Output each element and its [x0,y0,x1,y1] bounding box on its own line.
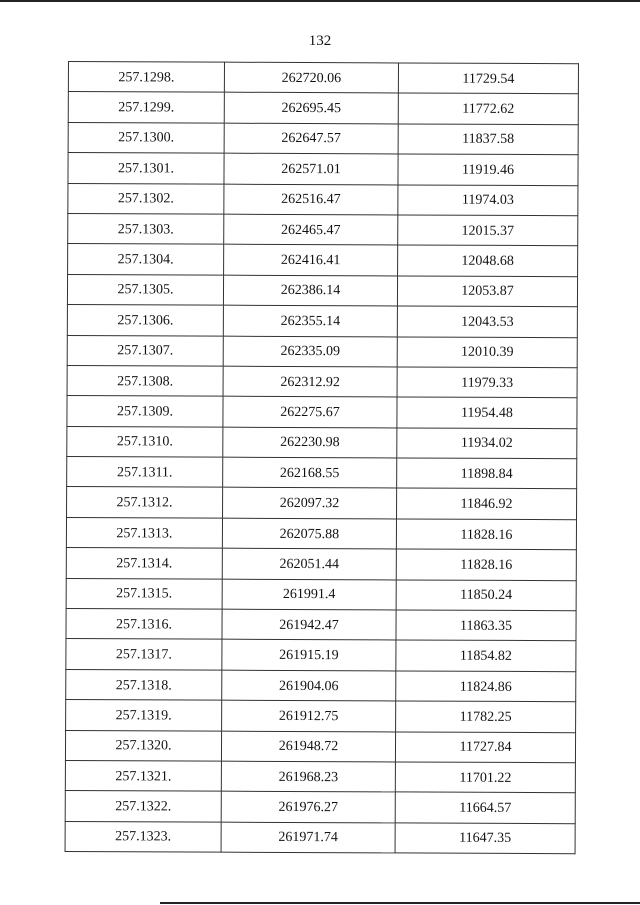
cell-value: 257.1298. [118,69,175,86]
page-number: 132 [308,33,332,49]
point-id-cell [65,791,221,822]
cell-value: 11846.92 [460,496,513,513]
cell-value: 257.1322. [115,799,172,815]
x-coordinate-cell [222,670,396,701]
point-id-cell [66,548,222,579]
cell-value: 257.1303. [117,221,174,238]
point-id-cell [68,62,224,93]
page-top-border [0,0,640,2]
cell-value: 257.1319. [115,708,172,724]
y-coordinate-cell [398,185,578,216]
y-coordinate-cell [396,640,576,671]
cell-value: 257.1316. [116,616,173,633]
x-coordinate-cell [224,153,398,184]
cell-value: 11729.54 [462,71,515,87]
cell-value: 257.1304. [117,252,174,268]
y-coordinate-cell [395,732,575,763]
x-coordinate-cell [221,761,395,792]
point-id-cell [65,821,221,852]
table-row [66,669,576,702]
y-coordinate-cell [396,610,576,641]
cell-value: 262168.55 [279,465,340,481]
point-id-cell [68,153,224,184]
y-coordinate-cell [398,93,578,124]
y-coordinate-cell [397,367,577,398]
y-coordinate-cell [396,580,576,611]
table-row [67,305,577,338]
cell-value: 261912.75 [278,708,339,725]
cell-value: 11854.82 [459,648,512,665]
cell-value: 262416.41 [280,252,341,269]
x-coordinate-cell [222,609,396,640]
x-coordinate-cell [222,700,396,731]
table-row [66,548,576,581]
cell-value: 262695.45 [281,101,342,117]
cell-value: 262051.44 [279,556,340,573]
table-row [68,153,578,186]
table-row [66,700,576,733]
cell-value: 11979.33 [461,375,514,391]
cell-value: 261915.19 [279,648,339,664]
table-row [67,457,577,490]
point-id-cell [66,639,222,670]
cell-value: 257.1309. [116,404,174,420]
table-row [65,821,575,854]
cell-value: 262230.98 [280,435,340,451]
cell-value: 11647.35 [459,831,512,847]
cell-value: 261904.06 [278,678,339,694]
cell-value: 257.1313. [116,525,173,542]
x-coordinate-cell [223,396,397,427]
point-id-cell [66,578,222,609]
x-coordinate-cell [223,488,397,519]
coordinates-table-body [65,62,578,854]
x-coordinate-cell [224,123,398,154]
table-row [67,487,577,520]
cell-value: 257.1305. [117,282,174,298]
x-coordinate-cell [221,792,395,823]
cell-value: 261948.72 [278,739,339,755]
x-coordinate-cell [222,548,396,579]
table-row [68,62,578,95]
cell-value: 11974.03 [461,192,514,209]
cell-value: 11828.16 [460,527,513,543]
cell-value: 257.1312. [116,495,173,511]
cell-value: 257.1318. [115,677,172,693]
x-coordinate-cell [224,62,398,93]
cell-value: 11772.62 [462,101,515,118]
point-id-cell [67,365,223,396]
cell-value: 261971.74 [278,830,338,846]
table-row [67,274,577,307]
page-bottom-border [160,902,640,904]
y-coordinate-cell [397,276,577,307]
table-row [65,791,575,824]
cell-value: 12053.87 [461,284,514,300]
y-coordinate-cell [396,701,576,732]
point-id-cell [68,122,224,153]
x-coordinate-cell [223,457,397,488]
table-row [68,244,578,277]
cell-value: 11837.58 [462,132,515,148]
x-coordinate-cell [223,275,397,306]
x-coordinate-cell [222,518,396,549]
table-row [67,335,577,368]
coordinates-table [65,61,579,854]
point-id-cell [67,426,223,457]
cell-value: 257.1299. [118,100,175,116]
table-row [67,396,577,429]
cell-value: 262275.67 [280,404,340,421]
x-coordinate-cell [224,93,398,124]
cell-value: 262335.09 [280,344,341,360]
table-row [66,639,576,672]
cell-value: 11664.57 [459,800,512,817]
point-id-cell [68,244,224,275]
y-coordinate-cell [397,458,577,489]
cell-value: 257.1311. [116,464,173,481]
cell-value: 262720.06 [281,70,342,86]
x-coordinate-cell [222,640,396,671]
table-row [65,760,575,793]
cell-value: 257.1315. [116,586,173,602]
table-row [65,730,575,763]
cell-value: 262386.14 [280,283,341,299]
cell-value: 11824.86 [459,679,512,695]
point-id-cell [66,609,222,640]
x-coordinate-cell [223,427,397,458]
cell-value: 257.1308. [117,373,174,390]
table-row [68,92,578,125]
cell-value: 11850.24 [460,588,513,604]
table-row [68,213,578,246]
cell-value: 11701.22 [459,770,512,786]
point-id-cell [65,760,221,791]
y-coordinate-cell [397,336,577,367]
point-id-cell [68,213,224,244]
cell-value: 257.1323. [115,829,172,845]
cell-value: 11898.84 [460,466,513,482]
table-row [67,426,577,459]
x-coordinate-cell [222,579,396,610]
cell-value: 257.1306. [117,313,174,329]
cell-value: 11919.46 [461,162,515,178]
x-coordinate-cell [224,214,398,245]
cell-value: 262516.47 [281,192,341,208]
point-id-cell [66,700,222,731]
cell-value: 262097.32 [279,496,340,512]
point-id-cell [67,457,223,488]
point-id-cell [67,305,223,336]
table-row [66,517,576,550]
cell-value: 11782.25 [459,709,512,725]
cell-value: 257.1307. [117,343,174,359]
y-coordinate-cell [398,215,578,246]
cell-value: 11828.16 [460,557,513,573]
cell-value: 11863.35 [460,618,513,634]
y-coordinate-cell [397,488,577,519]
cell-value: 261976.27 [278,799,339,816]
table-row [66,578,576,611]
x-coordinate-cell [221,731,395,762]
cell-value: 262312.92 [280,374,340,390]
y-coordinate-cell [396,549,576,580]
point-id-cell [67,274,223,305]
table-row [68,183,578,216]
cell-value: 257.1314. [116,556,173,572]
cell-value: 11934.02 [460,436,513,452]
cell-value: 257.1321. [115,768,172,785]
cell-value: 257.1301. [117,161,175,177]
x-coordinate-cell [223,366,397,397]
point-id-cell [68,183,224,214]
cell-value: 261968.23 [278,769,339,785]
cell-value: 11727.84 [459,739,512,756]
x-coordinate-cell [223,336,397,367]
cell-value: 262571.01 [281,161,341,178]
y-coordinate-cell [398,154,578,185]
y-coordinate-cell [397,397,577,428]
y-coordinate-cell [395,823,575,854]
point-id-cell [66,669,222,700]
cell-value: 257.1300. [118,130,175,146]
cell-value: 257.1302. [117,191,174,207]
y-coordinate-cell [396,671,576,702]
y-coordinate-cell [395,792,575,823]
y-coordinate-cell [397,306,577,337]
y-coordinate-cell [396,519,576,550]
y-coordinate-cell [397,428,577,459]
cell-value: 261991.4 [282,587,336,603]
cell-value: 262355.14 [280,313,341,330]
point-id-cell [67,487,223,518]
cell-value: 257.1317. [115,647,172,663]
point-id-cell [68,92,224,123]
x-coordinate-cell [221,822,395,853]
cell-value: 262647.57 [281,131,341,147]
cell-value: 262075.88 [279,526,340,542]
table-row [66,609,576,642]
point-id-cell [66,517,222,548]
cell-value: 11954.48 [460,405,513,421]
x-coordinate-cell [224,184,398,215]
point-id-cell [67,396,223,427]
cell-value: 261942.47 [279,617,339,633]
cell-value: 12015.37 [461,223,515,239]
cell-value: 12010.39 [460,344,514,361]
x-coordinate-cell [224,245,398,276]
cell-value: 257.1320. [115,738,172,754]
y-coordinate-cell [398,124,578,155]
y-coordinate-cell [398,245,578,276]
x-coordinate-cell [223,305,397,336]
cell-value: 12043.53 [461,314,514,330]
cell-value: 12048.68 [461,253,514,269]
y-coordinate-cell [398,63,578,94]
cell-value: 257.1310. [116,434,173,450]
cell-value: 262465.47 [280,222,341,238]
table-row [68,122,578,155]
point-id-cell [67,335,223,366]
y-coordinate-cell [395,762,575,793]
point-id-cell [65,730,221,761]
table-row [67,365,577,398]
